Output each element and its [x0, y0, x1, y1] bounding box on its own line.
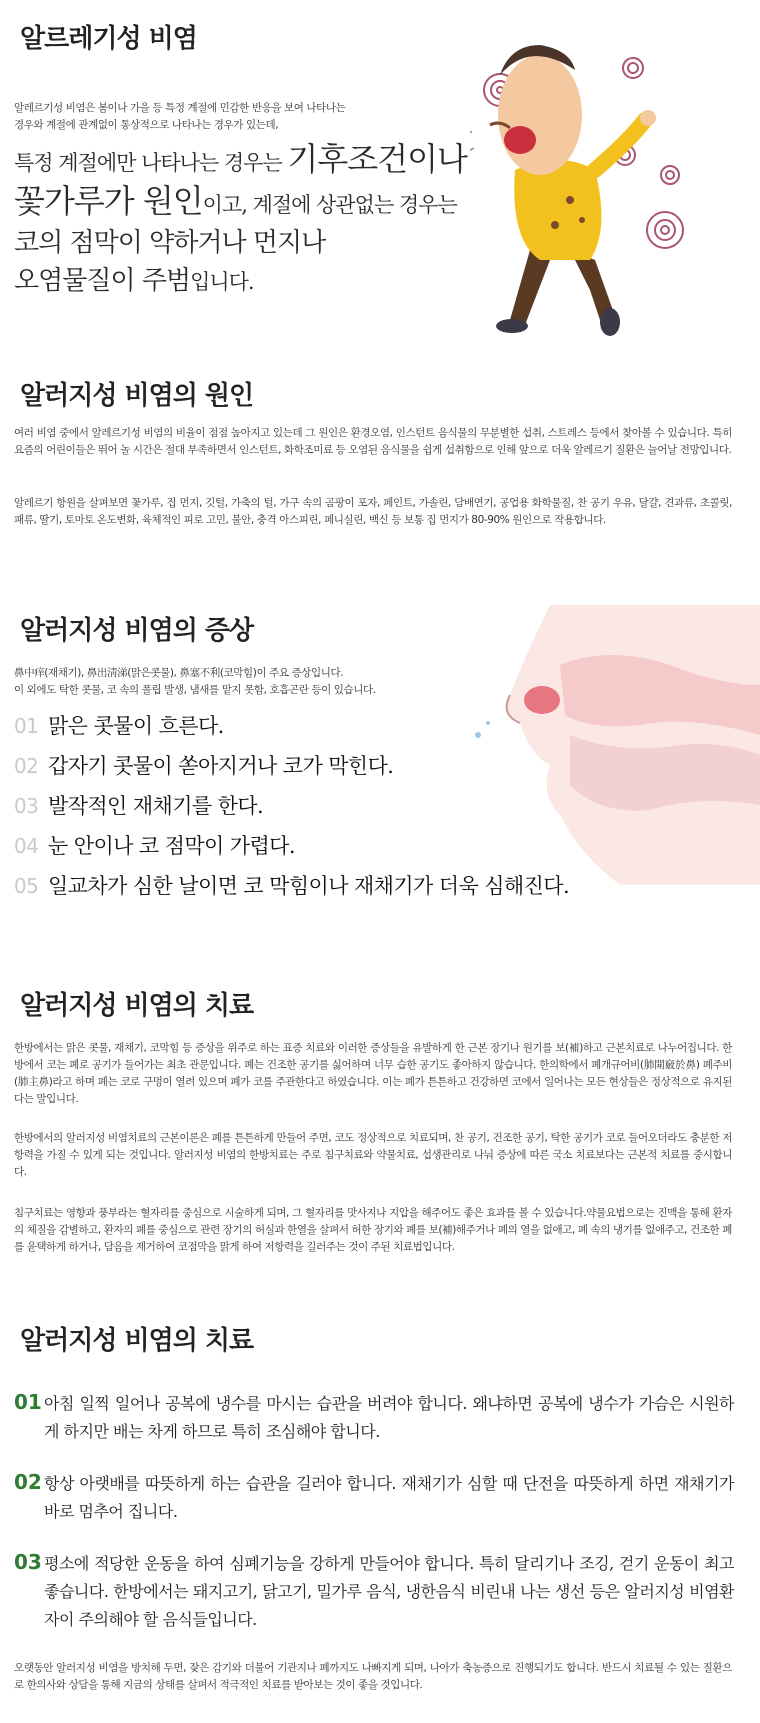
symptom-item: 05 일교차가 심한 날이면 코 막힘이나 재채기가 더욱 심해진다.: [14, 874, 570, 898]
tip-item: 03 평소에 적당한 운동을 하여 심폐기능을 강하게 만들어야 합니다. 특히 달리기나 조깅, 걷기 운동이 최고 좋습니다. 한방에서는 돼지고기, 닭고기, 밀가루 음식, 냉한음식 비린내 나는 생선 등은 알러지성 비염환자이 주의해야 할 음식들입니다.: [14, 1550, 734, 1629]
section1-intro: 알레르기성 비염은 봄이나 가을 등 특정 계절에 민감한 반응을 보여 나타나는 경우와 계절에 관계없이 통상적으로 나타나는 경우가 있는데,: [14, 102, 346, 131]
symptom-item: 04 눈 안이나 코 점막이 가렵다.: [14, 834, 295, 858]
section4-para1: 한방에서는 맑은 콧물, 재채기, 코막힘 등 증상을 위주로 하는 표증 치료와 이러한 증상들을 유발하게 한 근본 장기나 원기를 보(補)하고 근본치료로 나누어집니다. 한방에서 코는 폐로 공기가 들어가는 최초 관문입니다. 폐는 건조한 공기를 싫어하며 너무 습한 공기도 좋아하지 않습니다. 한의학에서 폐개규어비(肺開竅於鼻) 폐주비(肺主鼻)라고 하며 폐는 코로 구멍이 열려 있으며 폐가 코를 주관한다고 하였습니다. 이는 폐가 튼튼하고 건강하면 코에서 일어나는 모든 현상들은 정상적으로 유지된다는 말입니다.: [14, 1042, 732, 1105]
section1-title: 알르레기성 비염: [20, 24, 197, 54]
nasal-cavity-illustration: [470, 605, 760, 885]
section4-para2: 한방에서의 알러지성 비염치료의 근본이론은 폐를 튼튼하게 만들어 주면, 코도 정상적으로 치료되며, 찬 공기, 건조한 공기, 탁한 공기가 코로 들어오더라도 충분한 저항력을 가질 수 있게 되는 것입니다. 알러지성 비염의 한방치료는 주로 침구치료와 약물치료, 섭생관리로 나눠 증상에 따른 국소 치료보다는 근본적 치료를 중시합니다.: [14, 1132, 732, 1178]
sneezing-man-illustration: [470, 20, 750, 340]
tip-item: 01 아침 일찍 일어나 공복에 냉수를 마시는 습관을 버려야 합니다. 왜냐하면 공복에 냉수가 가슴은 시원하게 하지만 배는 차게 하므로 특히 조심해야 합니다.: [14, 1390, 734, 1441]
section2-para1: 여러 비염 중에서 알레르기성 비염의 비율이 점점 높아지고 있는데 그 원인은 환경오염, 인스턴트 음식물의 무분별한 섭취, 스트레스 등에서 찾아볼 수 있습니다. 특히 요즘의 어린이들은 뛰어 놀 시간은 절대 부족하면서 인스턴트, 화학조미료 등 오염된 음식물을 쉽게 섭취함으로 인해 앞으로 더욱 알레르기 질환은 늘어날 전망입니다.: [14, 427, 732, 456]
allergy-rhinitis-intro: [0, 0, 760, 360]
allergy-rhinitis-symptoms: [0, 610, 760, 940]
section2-para2: 알레르기 항원을 살펴보면 꽃가루, 집 먼지, 깃털, 가축의 털, 가구 속의 곰팡이 포자, 페인트, 가솔린, 담배연기, 공업용 화학물질, 찬 공기 우유, 달걀, 견과류, 초콜릿, 패류, 딸기, 토마토 온도변화, 육체적인 피로 고민, 불안, 충격 아스피린, 페니실린, 백신 등 보통 집 먼지가 80-90% 원인으로 작용합니다.: [14, 497, 732, 526]
section4-para3: 침구치료는 영향과 풍부라는 혈자리를 중심으로 시술하게 되며, 그 혈자리를 맛사지나 지압을 해주어도 좋은 효과를 볼 수 있습니다.약물요법으로는 진맥을 통해 환자의 체질을 감별하고, 환자의 폐를 중심으로 관련 장기의 허실과 한열을 살펴서 허한 장기와 폐를 보(補)해주거나 폐의 열을 없애고, 폐 속의 냉기를 없애주고, 건조한 폐를 윤택하게 하거나, 담음을 제거하여 코점막을 맑게 하여 저항력을 길러주는 것이 주된 치료법입니다.: [14, 1207, 732, 1253]
section3-title: 알러지성 비염의 증상: [20, 616, 254, 646]
allergy-rhinitis-treatment: [0, 985, 760, 1285]
symptom-item: 02 갑자기 콧물이 쏟아지거나 코가 막힌다.: [14, 754, 394, 778]
section5-title: 알러지성 비염의 치료: [20, 1326, 254, 1356]
allergy-rhinitis-tips: [0, 1320, 760, 1720]
section3-intro: 鼻中痒(재채기), 鼻出淸涕(맑은콧물), 鼻塞不利(코막힘)이 주요 증상입니다. 이 외에도 탁한 콧물, 코 속의 폴립 발생, 냄새를 맡지 못함, 호흡곤란 등이 있습니다.: [14, 667, 376, 696]
symptom-item: 03 발작적인 재채기를 한다.: [14, 794, 264, 818]
symptom-item: 01 맑은 콧물이 흐른다.: [14, 714, 224, 738]
tip-item: 02 항상 아랫배를 따뜻하게 하는 습관을 길러야 합니다. 재채기가 심할 때 단전을 따뜻하게 하면 재채기가 바로 멈추어 집니다.: [14, 1470, 734, 1521]
section1-highlight-text: 특정 계절에만 나타나는 경우는 기후조건이나 꽃가루가 원인이고, 계절에 상관없는 경우는 코의 점막이 약하거나 먼지나 오염물질이 주범입니다.: [14, 140, 467, 296]
allergy-rhinitis-causes: [0, 375, 760, 565]
closing-paragraph: 오랫동안 알러지성 비염을 방치해 두면, 잦은 감기와 더불어 기관지나 폐까지도 나빠지게 되며, 나아가 축농증으로 진행되기도 합니다. 반드시 치료될 수 있는 질환으로 한의사와 상담을 통해 지금의 상태를 살펴서 적극적인 치료를 받아보는 것이 좋을 것입니다.: [14, 1662, 732, 1691]
section2-title: 알러지성 비염의 원인: [20, 381, 254, 411]
section4-title: 알러지성 비염의 치료: [20, 991, 254, 1021]
